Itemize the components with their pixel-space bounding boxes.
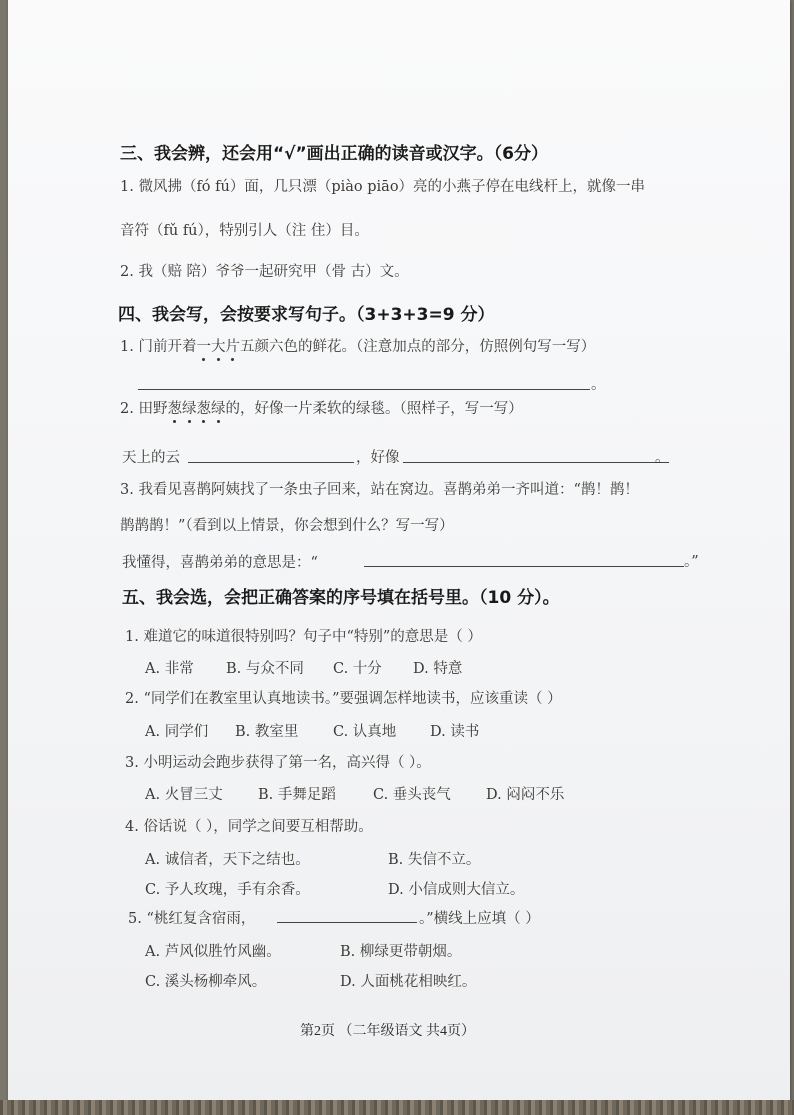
s5-q3-option-a[interactable]: A. 火冒三丈 bbox=[145, 787, 223, 803]
s5-q5-start: 5. “桃红复含宿雨， bbox=[128, 911, 256, 927]
floor-background bbox=[0, 1100, 794, 1115]
s5-q2-option-c[interactable]: C. 认真地 bbox=[333, 724, 397, 740]
s4-q3-answer-line[interactable] bbox=[364, 566, 684, 567]
s5-q4: 4. 俗话说（ ），同学之间要互相帮助。 bbox=[125, 819, 373, 835]
s5-q1-option-c[interactable]: C. 十分 bbox=[333, 661, 382, 677]
dotted-char: 葱 bbox=[196, 397, 211, 418]
s5-q1: 1. 难道它的味道很特别吗？句子中“特别”的意思是（ ） bbox=[125, 629, 482, 645]
s5-q2-option-b[interactable]: B. 教室里 bbox=[235, 724, 299, 740]
s4-q3-end: 。” bbox=[684, 554, 699, 570]
s5-q5-option-b[interactable]: B. 柳绿更带朝烟。 bbox=[340, 944, 462, 960]
s4-q2-blank-2[interactable] bbox=[403, 462, 669, 463]
s4-q2-start: 2. 田野 bbox=[120, 401, 168, 417]
s5-q3-option-c[interactable]: C. 垂头丧气 bbox=[373, 787, 451, 803]
s5-q5-blank[interactable] bbox=[277, 922, 417, 923]
s5-q5-rest: 。”横线上应填（ ） bbox=[419, 911, 540, 927]
s4-q1-answer-line[interactable] bbox=[138, 389, 590, 390]
s4-q2-period: 。 bbox=[655, 450, 670, 466]
s5-q2: 2. “同学们在教室里认真地读书。”要强调怎样地读书，应该重读（ ） bbox=[125, 691, 562, 707]
s4-q1-sentence bbox=[120, 335, 595, 356]
s4-q2-prefix: 天上的云 bbox=[122, 450, 180, 466]
dotted-char: 一 bbox=[196, 335, 211, 356]
s5-q1-option-b[interactable]: B. 与众不同 bbox=[226, 661, 304, 677]
s3-q1-line1: 1. 微风拂（fó fú）面，几只漂（piào piāo）亮的小燕子停在电线杆上，就像一串 bbox=[120, 179, 646, 195]
s4-q1-start: 1. 门前开着 bbox=[120, 339, 197, 355]
dotted-char: 绿 bbox=[182, 397, 197, 418]
s3-q2: 2. 我（赔 陪）爷爷一起研究甲（骨 古）文。 bbox=[120, 264, 409, 280]
s5-q3: 3. 小明运动会跑步获得了第一名，高兴得（ ）。 bbox=[125, 755, 431, 771]
dotted-char: 绿 bbox=[211, 397, 226, 418]
section-3-title: 三、我会辨，还会用“√”画出正确的读音或汉字。（6分） bbox=[120, 144, 549, 164]
s5-q4-option-d[interactable]: D. 小信成则大信立。 bbox=[388, 882, 525, 898]
s4-q1-period: 。 bbox=[591, 377, 606, 393]
dotted-char: 葱 bbox=[167, 397, 182, 418]
s4-q2-example bbox=[120, 397, 523, 418]
s5-q3-option-d[interactable]: D. 闷闷不乐 bbox=[486, 787, 565, 803]
s3-q1-line2: 音符（fǔ fú），特别引人（注 住）目。 bbox=[120, 223, 369, 239]
dotted-char: 片 bbox=[225, 335, 240, 356]
s5-q5-option-a[interactable]: A. 芦风似胜竹风幽。 bbox=[145, 944, 281, 960]
s4-q2-blank-1[interactable] bbox=[188, 462, 354, 463]
s4-q1-rest: 五颜六色的鲜花。（注意加点的部分，仿照例句写一写） bbox=[239, 339, 596, 355]
section-5-title: 五、我会选，会把正确答案的序号填在括号里。（10 分）。 bbox=[122, 588, 560, 608]
s4-q3-prefix: 我懂得，喜鹊弟弟的意思是：“ bbox=[122, 555, 318, 571]
s5-q2-option-a[interactable]: A. 同学们 bbox=[145, 724, 209, 740]
s5-q5-option-c[interactable]: C. 溪头杨柳牵风。 bbox=[145, 974, 267, 990]
s4-q2-rest: 的，好像一片柔软的绿毯。（照样子，写一写） bbox=[225, 401, 523, 417]
section-4-title: 四、我会写，会按要求写句子。（3+3+3=9 分） bbox=[118, 305, 495, 325]
s4-q2-mid: ，好像 bbox=[356, 450, 400, 466]
s5-q4-option-c[interactable]: C. 予人玫瑰，手有余香。 bbox=[145, 882, 310, 898]
s4-q3-line2: 鹊鹊鹊！”（看到以上情景，你会想到什么？写一写） bbox=[120, 518, 454, 534]
s5-q3-option-b[interactable]: B. 手舞足蹈 bbox=[258, 787, 336, 803]
s5-q5-option-d[interactable]: D. 人面桃花相映红。 bbox=[340, 974, 477, 990]
s4-q3-line1: 3. 我看见喜鹊阿姨找了一条虫子回来，站在窝边。喜鹊弟弟一齐叫道：“鹊！鹊！ bbox=[120, 482, 639, 498]
s5-q4-option-a[interactable]: A. 诚信者，天下之结也。 bbox=[145, 852, 310, 868]
s5-q1-option-a[interactable]: A. 非常 bbox=[145, 661, 194, 677]
page-footer: 第2页 （二年级语文 共4页） bbox=[300, 1024, 475, 1039]
s5-q4-option-b[interactable]: B. 失信不立。 bbox=[388, 852, 481, 868]
s5-q2-option-d[interactable]: D. 读书 bbox=[430, 724, 480, 740]
dotted-char: 大 bbox=[211, 335, 226, 356]
s5-q1-option-d[interactable]: D. 特意 bbox=[413, 661, 463, 677]
